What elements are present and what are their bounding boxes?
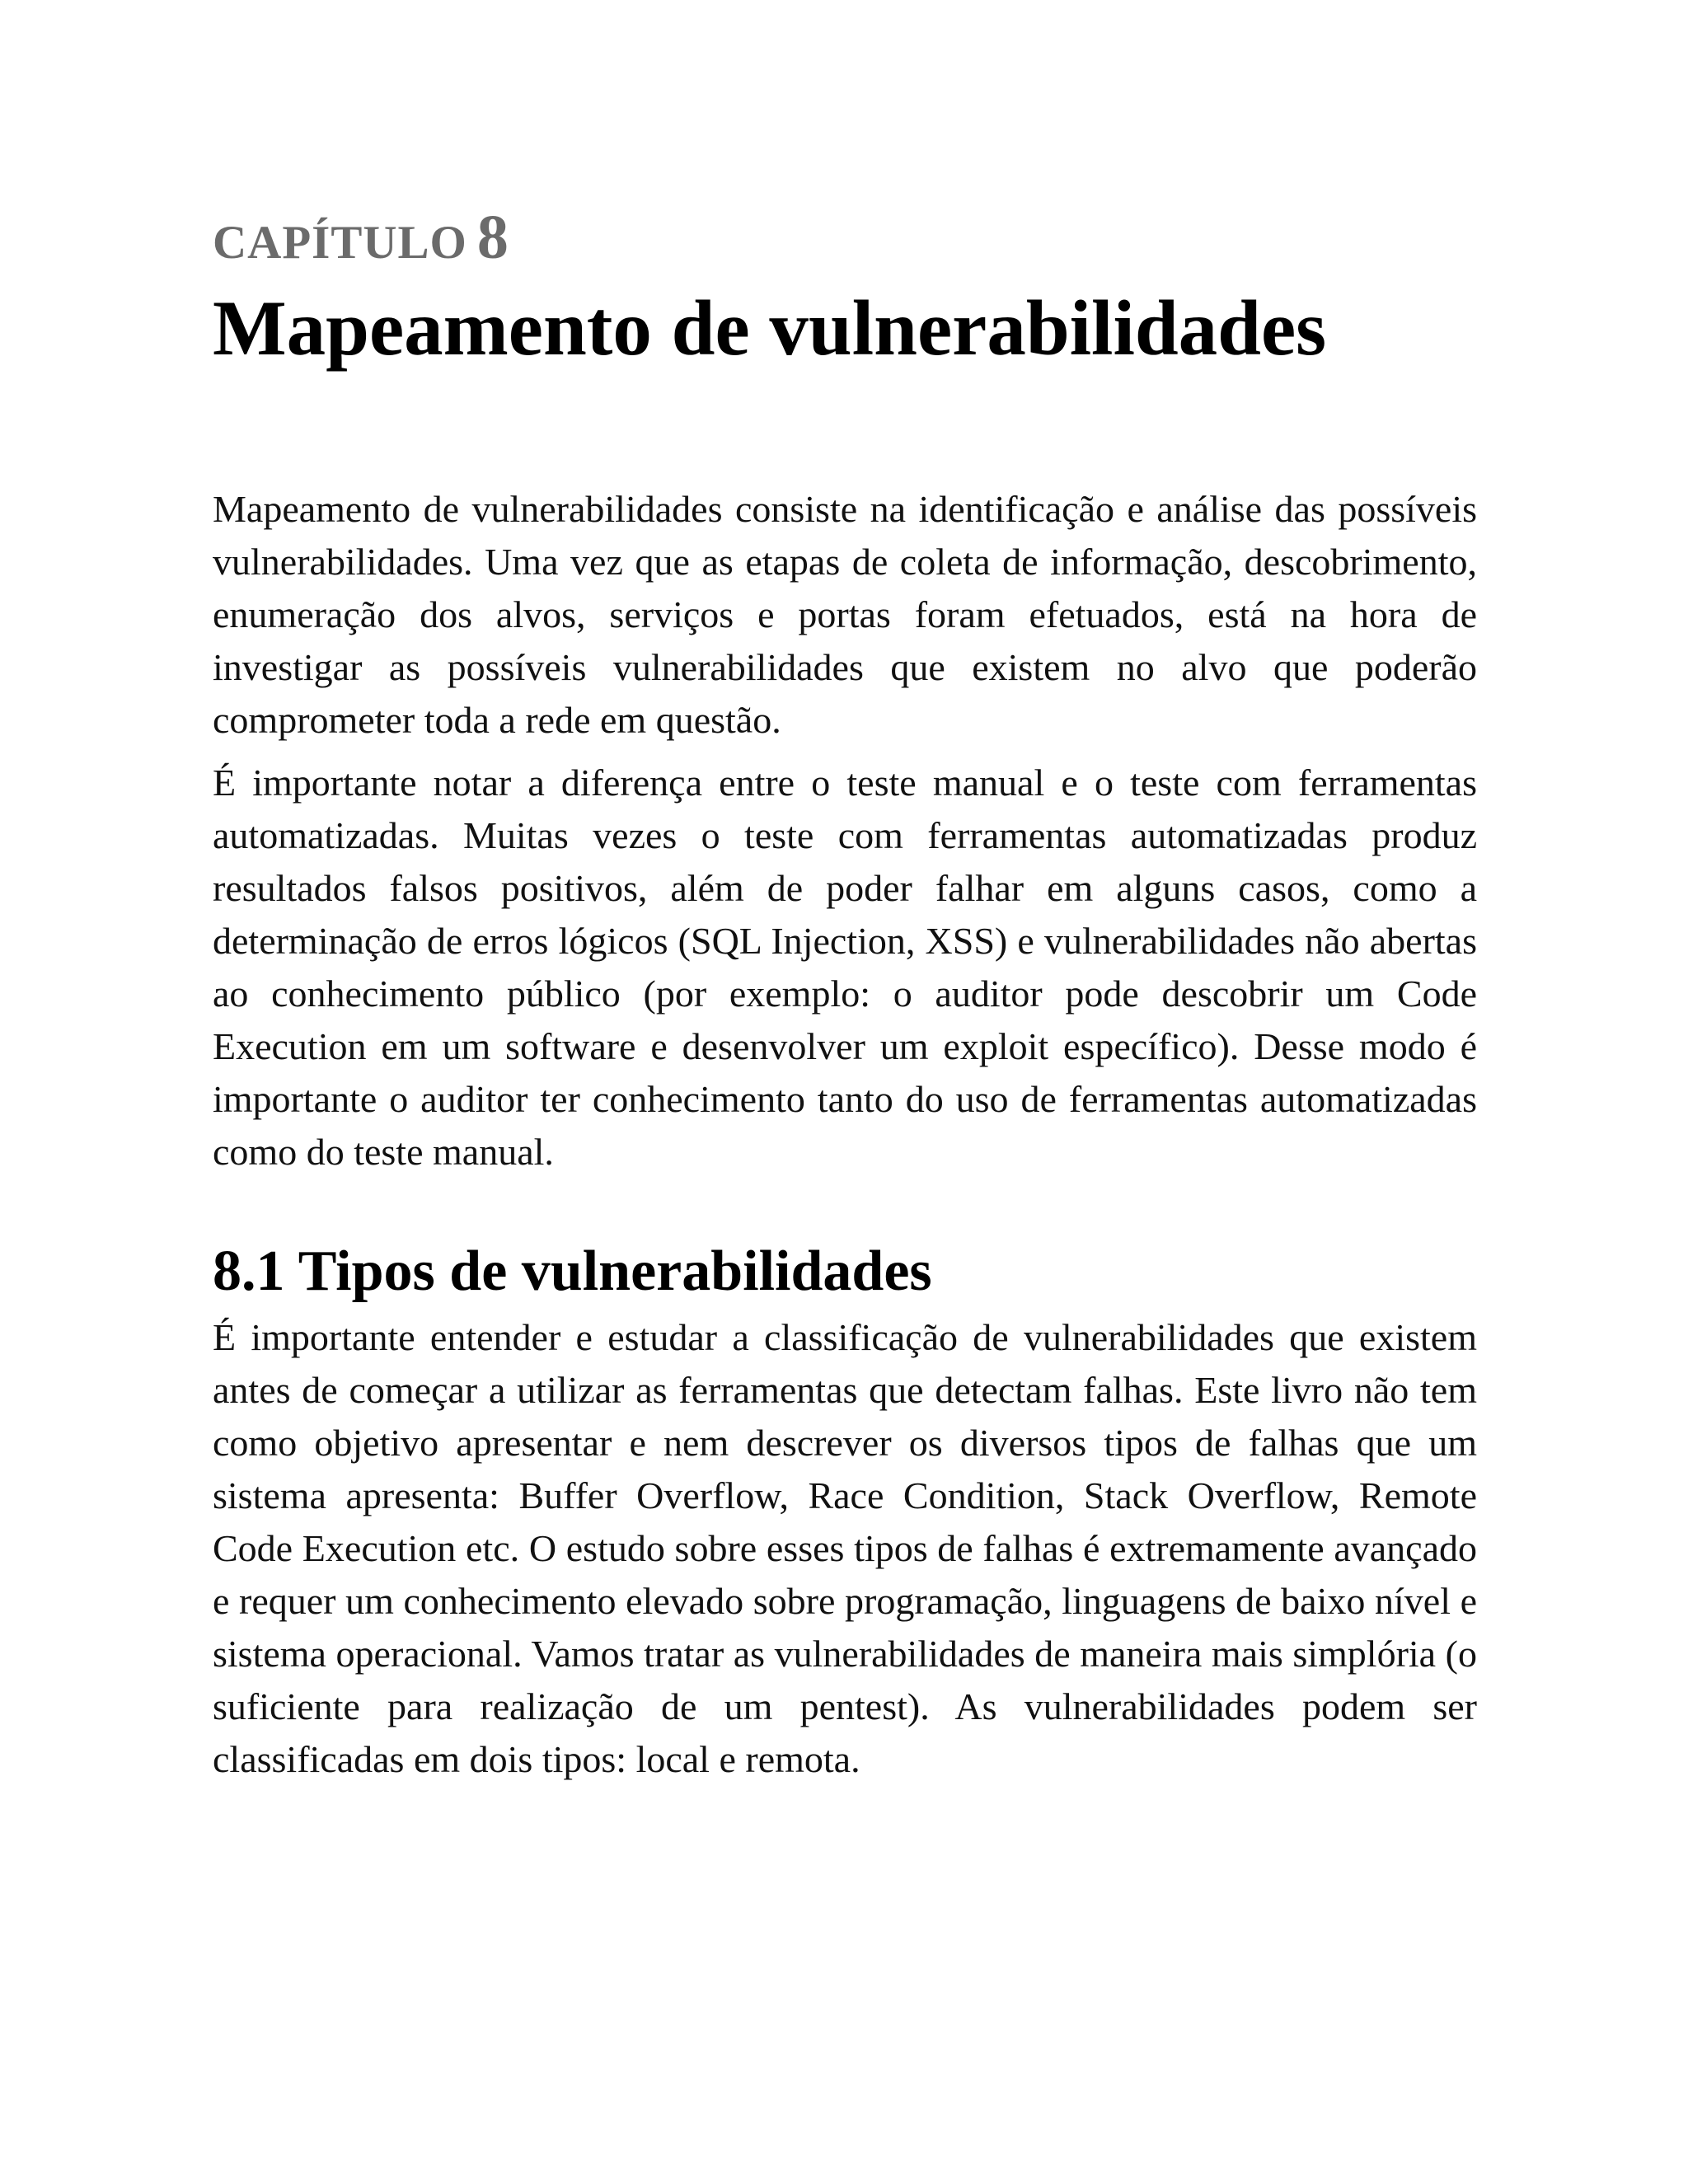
section-paragraph-1: É importante entender e estudar a classificação de vulnerabilidades que existem antes de começar a utilizar as ferramentas que detectam falhas. Este livro não tem como objetivo apresentar e nem descrever os diversos tipos de falhas que um sistema apresenta: Buffer Overflow, Race Condition, Stack Overflow, Remote Code Execution etc. O estudo sobre esses tipos de falhas é extremamente avançado e requer um conhecimento elevado sobre programação, linguagens de baixo nível e sistema operacional. Vamos tratar as vulnerabilidades de maneira mais simplória (o suficiente para realização de um pentest). As vulnerabilidades podem ser classificadas em dois tipos: local e remota. [213, 1315, 1477, 1780]
intro-paragraph-2: É importante notar a diferença entre o teste manual e o teste com ferramentas automatizadas. Muitas vezes o teste com ferramentas automatizadas produz resultados falsos positivos, além de poder falhar em alguns casos, como a determinação de erros lógicos (SQL Injection, XSS) e vulnerabilidades não abertas ao conhecimento público (por exemplo: o auditor pode descobrir um Code Execution em um software e desenvolver um exploit específico). Desse modo é importante o auditor ter conhecimento tanto do uso de ferramentas automatizadas como do teste manual. [213, 761, 1477, 1173]
chapter-label [213, 203, 1477, 272]
chapter-word: CAPÍTULO [213, 217, 467, 269]
intro-paragraph-1: Mapeamento de vulnerabilidades consiste na identificação e análise das possíveis vulnerabilidades. Uma vez que as etapas de coleta de informação, descobrimento, enumeração dos alvos, serviços e portas foram efetuados, está na hora de investigar as possíveis vulnerabilidades que existem no alvo que poderão comprometer toda a rede em questão. [213, 487, 1477, 741]
chapter-number: 8 [476, 203, 509, 272]
section-heading: 8.1 Tipos de vulnerabilidades [213, 1239, 932, 1303]
document-page [213, 203, 1477, 1786]
chapter-title: Mapeamento de vulnerabilidades [213, 284, 1327, 372]
